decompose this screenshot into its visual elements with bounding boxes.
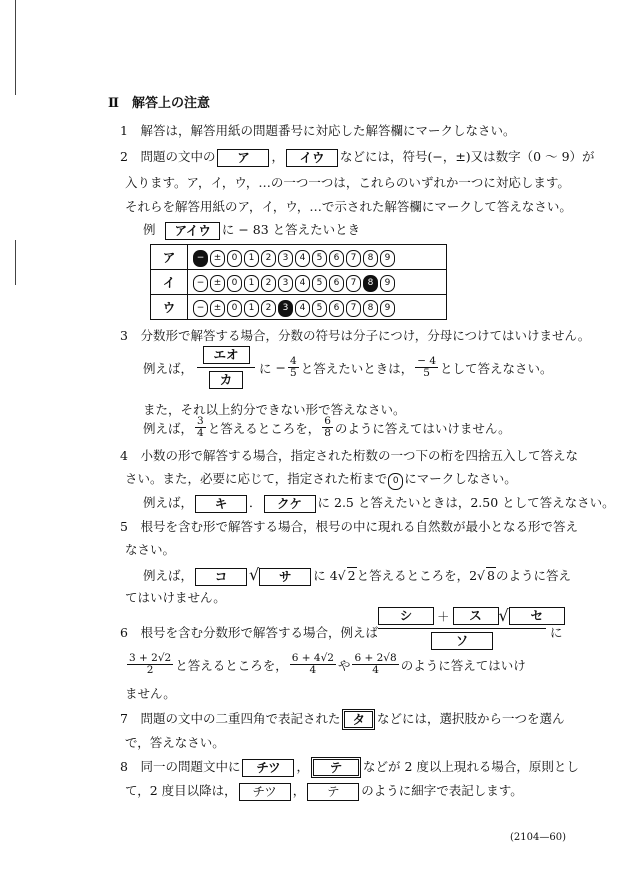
answer-bubble[interactable]: 5 bbox=[312, 275, 327, 292]
note-4-line-2 bbox=[125, 469, 517, 490]
note-5-example: 例えば， コ √ サ に 4√ 2と答えるところを，2√ 8のように答え bbox=[143, 565, 571, 584]
answer-bubble[interactable]: − bbox=[193, 300, 208, 317]
note-8-line-2-post: のように細字で表記します。 bbox=[361, 783, 523, 798]
note-6-line-2 bbox=[125, 653, 526, 676]
answer-bubble[interactable]: 1 bbox=[244, 275, 259, 292]
answer-bubble[interactable]: 5 bbox=[312, 300, 327, 317]
note-4-line-2b: にマークしなさい。 bbox=[404, 471, 517, 486]
note-5-line-1: 5 根号を含む形で解答する場合，根号の中に現れる自然数が最小となる形で答え bbox=[120, 519, 578, 534]
note-6-fraction-boxes bbox=[378, 606, 565, 650]
fraction-bar bbox=[197, 367, 255, 368]
note-6-mid1: と答えるところを， bbox=[175, 657, 288, 673]
example-post: として答えなさい。 bbox=[440, 360, 553, 376]
margin-line-top bbox=[15, 0, 16, 95]
answer-bubble[interactable]: 3 bbox=[278, 300, 293, 317]
example-mid2: と答えるところを，2 bbox=[356, 568, 478, 583]
answer-box-te-thin: テ bbox=[307, 783, 359, 801]
bubble-row-label: イ bbox=[151, 270, 188, 295]
answer-bubble[interactable]: 6 bbox=[329, 250, 344, 267]
note-3-line-1: 3 分数形で解答する場合，分数の符号は分子につけ，分母につけてはいけません。 bbox=[120, 328, 591, 343]
decimal-point: ． bbox=[249, 495, 262, 510]
answer-bubble[interactable]: 8 bbox=[363, 300, 378, 317]
answer-bubble[interactable]: 6 bbox=[329, 300, 344, 317]
fraction-6-4root2-over-4: $\frac{6 + 4√2}{4}$ bbox=[291, 652, 334, 676]
answer-box-sa: サ bbox=[259, 568, 311, 586]
page-code: (2104—60) bbox=[510, 832, 566, 843]
bubble-cells bbox=[188, 245, 447, 270]
note-2-line-3: それらを解答用紙のア，イ，ウ，…で示された解答欄にマークして答えなさい。 bbox=[125, 199, 572, 214]
note-7-post: などには，選択肢から一つを選ん bbox=[376, 711, 565, 726]
example-pre: 例えば， bbox=[143, 568, 194, 583]
fraction-4-5: $\frac{4}{5}$ bbox=[290, 355, 297, 379]
answer-bubble[interactable]: 0 bbox=[227, 275, 242, 292]
example-pre: 例えば， bbox=[143, 360, 194, 376]
bubble-cells bbox=[188, 270, 447, 295]
note-6-line-3: ません。 bbox=[125, 686, 176, 701]
note-4-example bbox=[143, 493, 615, 513]
note-4-line-2a: さい。また，必要に応じて，指定された桁まで bbox=[125, 471, 388, 486]
answer-bubble[interactable]: 8 bbox=[363, 250, 378, 267]
answer-box-aiu: アイウ bbox=[165, 222, 219, 240]
answer-bubble[interactable]: 1 bbox=[244, 300, 259, 317]
note-8-line-2 bbox=[125, 781, 523, 801]
sqrt-symbol: √ bbox=[498, 606, 509, 625]
section-title: Ⅱ 解答上の注意 bbox=[108, 96, 210, 111]
answer-bubble[interactable]: ± bbox=[210, 275, 225, 292]
bubble-row bbox=[151, 245, 447, 270]
answer-box-chitsu-thin: チツ bbox=[239, 783, 291, 801]
answer-bubble-table bbox=[150, 244, 447, 320]
note-8-line-2-pre: て，2 度目以降は， bbox=[125, 783, 237, 798]
note-3-example-2 bbox=[143, 416, 511, 439]
fraction-6-8: $\frac{6}{8}$ bbox=[324, 415, 331, 439]
answer-bubble[interactable]: 4 bbox=[295, 250, 310, 267]
plus-sign: ＋ bbox=[437, 608, 450, 624]
answer-bubble[interactable]: 4 bbox=[295, 300, 310, 317]
note-5-line-2: なさい。 bbox=[125, 542, 176, 557]
note-4-line-1: 4 小数の形で解答する場合，指定された桁数の一つ下の桁を四捨五入して答えな bbox=[120, 448, 578, 463]
example-post: のように答えてはいけません。 bbox=[334, 420, 511, 436]
answer-bubble[interactable]: 9 bbox=[380, 300, 395, 317]
answer-bubble[interactable]: 7 bbox=[346, 275, 361, 292]
answer-box-ka: カ bbox=[209, 371, 244, 389]
note-8-line-1 bbox=[120, 757, 579, 778]
bubble-row bbox=[151, 270, 447, 295]
example-post: に − 83 と答えたいとき bbox=[221, 222, 361, 237]
answer-bubble[interactable]: 7 bbox=[346, 250, 361, 267]
radicand-2: 2 bbox=[347, 568, 356, 583]
answer-bubble[interactable]: 4 bbox=[295, 275, 310, 292]
answer-box-iu: イウ bbox=[286, 149, 338, 167]
answer-bubble[interactable]: 2 bbox=[261, 275, 276, 292]
comma: ， bbox=[292, 783, 306, 798]
example-mid1: に bbox=[259, 360, 272, 376]
answer-bubble[interactable]: 2 bbox=[261, 250, 276, 267]
note-8-pre: 8 同一の問題文中に bbox=[120, 759, 241, 774]
note-2-line-1 bbox=[120, 147, 595, 167]
note-1: 1 解答は，解答用紙の問題番号に対応した解答欄にマークしなさい。 bbox=[120, 123, 516, 138]
answer-box-se: セ bbox=[509, 607, 565, 625]
note-5-line-4: てはいけません。 bbox=[125, 590, 226, 605]
note-6-ya: や bbox=[337, 657, 351, 673]
answer-box-ko: コ bbox=[195, 568, 247, 586]
sqrt-symbol: √ bbox=[249, 565, 260, 584]
note-7-pre: 7 問題の文中の二重四角で表記された bbox=[120, 711, 341, 726]
radicand-8: 8 bbox=[487, 568, 495, 583]
example-mid1: に 4 bbox=[313, 568, 338, 583]
answer-bubble[interactable]: 8 bbox=[363, 275, 378, 292]
note-2-example bbox=[143, 220, 360, 240]
fraction-neg4-5: $\frac{- 4}{5}$ bbox=[417, 355, 437, 379]
bubble-row bbox=[151, 295, 447, 320]
note-7-line-2: で，答えなさい。 bbox=[125, 735, 225, 750]
note-2-line-2: 入ります。ア，イ，ウ，…の一つ一つは，これらのいずれか一つに対応します。 bbox=[125, 175, 570, 190]
comma: ， bbox=[271, 149, 284, 164]
zero-bubble: 0 bbox=[388, 473, 403, 490]
answer-box-su: ス bbox=[453, 607, 499, 625]
answer-box-so: ソ bbox=[431, 632, 493, 650]
note-2-pre: 2 問題の文中の bbox=[120, 149, 216, 164]
margin-line-bottom bbox=[15, 240, 16, 285]
answer-box-eo: エオ bbox=[203, 346, 250, 364]
note-3-line-3: また，それ以上約分できない形で答えなさい。 bbox=[143, 402, 406, 417]
note-2-post: などには，符号(−，±)又は数字（0 ～ 9）が bbox=[339, 149, 595, 164]
answer-bubble[interactable]: 2 bbox=[261, 300, 276, 317]
fraction-box-eo-ka bbox=[197, 346, 255, 389]
answer-bubble[interactable]: − bbox=[193, 250, 208, 267]
minus-sign: − bbox=[275, 360, 286, 375]
example-mid: と答えるところを， bbox=[207, 420, 321, 436]
answer-bubble[interactable]: 9 bbox=[380, 250, 395, 267]
answer-bubble[interactable]: − bbox=[193, 275, 208, 292]
answer-bubble[interactable]: 3 bbox=[278, 275, 293, 292]
answer-bubble[interactable]: 5 bbox=[312, 250, 327, 267]
example-post: に 2.5 と答えたいときは，2.50 として答えなさい。 bbox=[317, 495, 615, 510]
answer-bubble[interactable]: 9 bbox=[380, 275, 395, 292]
answer-box-a: ア bbox=[217, 149, 269, 167]
note-6-post: のように答えてはいけ bbox=[400, 657, 526, 673]
bubble-cells bbox=[188, 295, 447, 320]
bubble-row-label: ア bbox=[151, 245, 188, 270]
example-label: 例 bbox=[143, 222, 156, 237]
answer-bubble[interactable]: 3 bbox=[278, 250, 293, 267]
answer-box-shi: シ bbox=[378, 607, 434, 625]
fraction-3-2root2-over-2: $\frac{3 + 2√2}{2}$ bbox=[129, 652, 172, 676]
example-mid2: と答えたいときは， bbox=[300, 360, 414, 376]
answer-box-kuke: クケ bbox=[264, 495, 316, 513]
note-6-line-1: 6 根号を含む分数形で解答する場合，例えば bbox=[120, 625, 378, 640]
fraction-bar bbox=[378, 628, 546, 629]
answer-bubble[interactable]: ± bbox=[210, 250, 225, 267]
note-6-ni: に bbox=[550, 625, 563, 640]
answer-box-ki: キ bbox=[195, 495, 247, 513]
double-box-ta: タ bbox=[342, 709, 375, 730]
note-7-line-1 bbox=[120, 709, 565, 730]
answer-box-chitsu: チツ bbox=[242, 759, 294, 777]
answer-bubble[interactable]: 1 bbox=[244, 250, 259, 267]
example-pre: 例えば， bbox=[143, 420, 194, 436]
answer-bubble[interactable]: 6 bbox=[329, 275, 344, 292]
fraction-6-2root8-over-4: $\frac{6 + 2√8}{4}$ bbox=[354, 652, 397, 676]
answer-bubble[interactable]: 7 bbox=[346, 300, 361, 317]
bubble-row-label: ウ bbox=[151, 295, 188, 320]
note-3-example bbox=[143, 346, 553, 389]
example-post: のように答え bbox=[495, 568, 571, 583]
example-pre: 例えば， bbox=[143, 495, 194, 510]
answer-bubble[interactable]: ± bbox=[210, 300, 225, 317]
comma: ， bbox=[296, 759, 309, 774]
fraction-3-4: $\frac{3}{4}$ bbox=[197, 415, 204, 439]
answer-bubble[interactable]: 0 bbox=[227, 250, 242, 267]
answer-bubble[interactable]: 0 bbox=[227, 300, 242, 317]
note-8-post: などが 2 度以上現れる場合，原則とし bbox=[362, 759, 579, 774]
double-box-te: テ bbox=[311, 757, 361, 778]
